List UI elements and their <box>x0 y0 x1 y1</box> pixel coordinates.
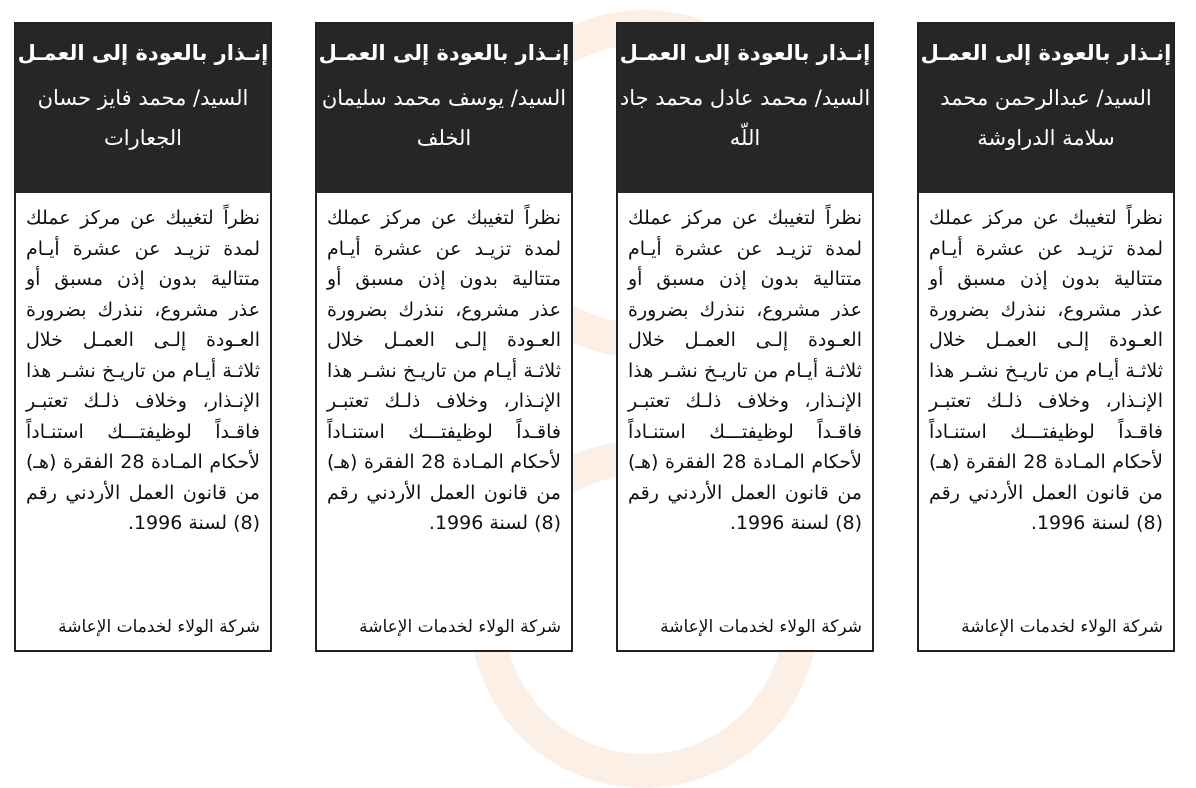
notice-signature: شركة الولاء لخدمات الإعاشة <box>660 617 862 637</box>
notice-title: إنـذار بالعودة إلى العمـل <box>318 41 570 65</box>
notice-body: نظراً لتغيبك عن مركز عملك لمدة تزيـد عن عشرة أيـام متتالية بدون إذن مسبق أو عذر مشروع، ننذرك بضرورة العـودة إلـى العمـل خلال ثلاثـة أيـام من تاريـخ نشـر هذا الإنـذار، وخلاف ذلـك تعتبـر فاقـداً لوظيفتـــك استنـاداً لأحكام المـادة 28 الفقرة (هـ) من قانون العمل الأردني رقم (8) لسنة 1996. <box>929 207 1163 534</box>
notice-signature: شركة الولاء لخدمات الإعاشة <box>961 617 1163 637</box>
notice-title: إنـذار بالعودة إلى العمـل <box>17 41 269 65</box>
notice-recipient: السيد/ عبدالرحمن محمد سلامة الدراوشة <box>940 86 1152 150</box>
notice-body: نظراً لتغيبك عن مركز عملك لمدة تزيـد عن عشرة أيـام متتالية بدون إذن مسبق أو عذر مشروع، ننذرك بضرورة العـودة إلـى العمـل خلال ثلاثـة أيـام من تاريـخ نشـر هذا الإنـذار، وخلاف ذلـك تعتبـر فاقـداً لوظيفتـــك استنـاداً لأحكام المـادة 28 الفقرة (هـ) من قانون العمل الأردني رقم (8) لسنة 1996. <box>26 207 260 534</box>
notice-card <box>315 22 573 652</box>
notice-body: نظراً لتغيبك عن مركز عملك لمدة تزيـد عن عشرة أيـام متتالية بدون إذن مسبق أو عذر مشروع، ننذرك بضرورة العـودة إلـى العمـل خلال ثلاثـة أيـام من تاريـخ نشـر هذا الإنـذار، وخلاف ذلـك تعتبـر فاقـداً لوظيفتـــك استنـاداً لأحكام المـادة 28 الفقرة (هـ) من قانون العمل الأردني رقم (8) لسنة 1996. <box>628 207 862 534</box>
notice-header <box>919 24 1173 193</box>
notice-title: إنـذار بالعودة إلى العمـل <box>619 41 871 65</box>
notice-signature: شركة الولاء لخدمات الإعاشة <box>359 617 561 637</box>
notice-recipient: السيد/ يوسف محمد سليمان الخلف <box>321 86 567 150</box>
notice-recipient: السيد/ محمد فايز حسان الجعارات <box>37 86 249 150</box>
notice-card <box>616 22 874 652</box>
notice-header <box>16 24 270 193</box>
notice-title: إنـذار بالعودة إلى العمـل <box>920 41 1172 65</box>
notice-header <box>317 24 571 193</box>
notice-header <box>618 24 872 193</box>
notice-card <box>14 22 272 652</box>
notice-signature: شركة الولاء لخدمات الإعاشة <box>58 617 260 637</box>
notice-card <box>917 22 1175 652</box>
notice-body: نظراً لتغيبك عن مركز عملك لمدة تزيـد عن عشرة أيـام متتالية بدون إذن مسبق أو عذر مشروع، ننذرك بضرورة العـودة إلـى العمـل خلال ثلاثـة أيـام من تاريـخ نشـر هذا الإنـذار، وخلاف ذلـك تعتبـر فاقـداً لوظيفتـــك استنـاداً لأحكام المـادة 28 الفقرة (هـ) من قانون العمل الأردني رقم (8) لسنة 1996. <box>327 207 561 534</box>
notice-recipient: السيد/ محمد عادل محمد جاد اللّه <box>619 86 871 150</box>
